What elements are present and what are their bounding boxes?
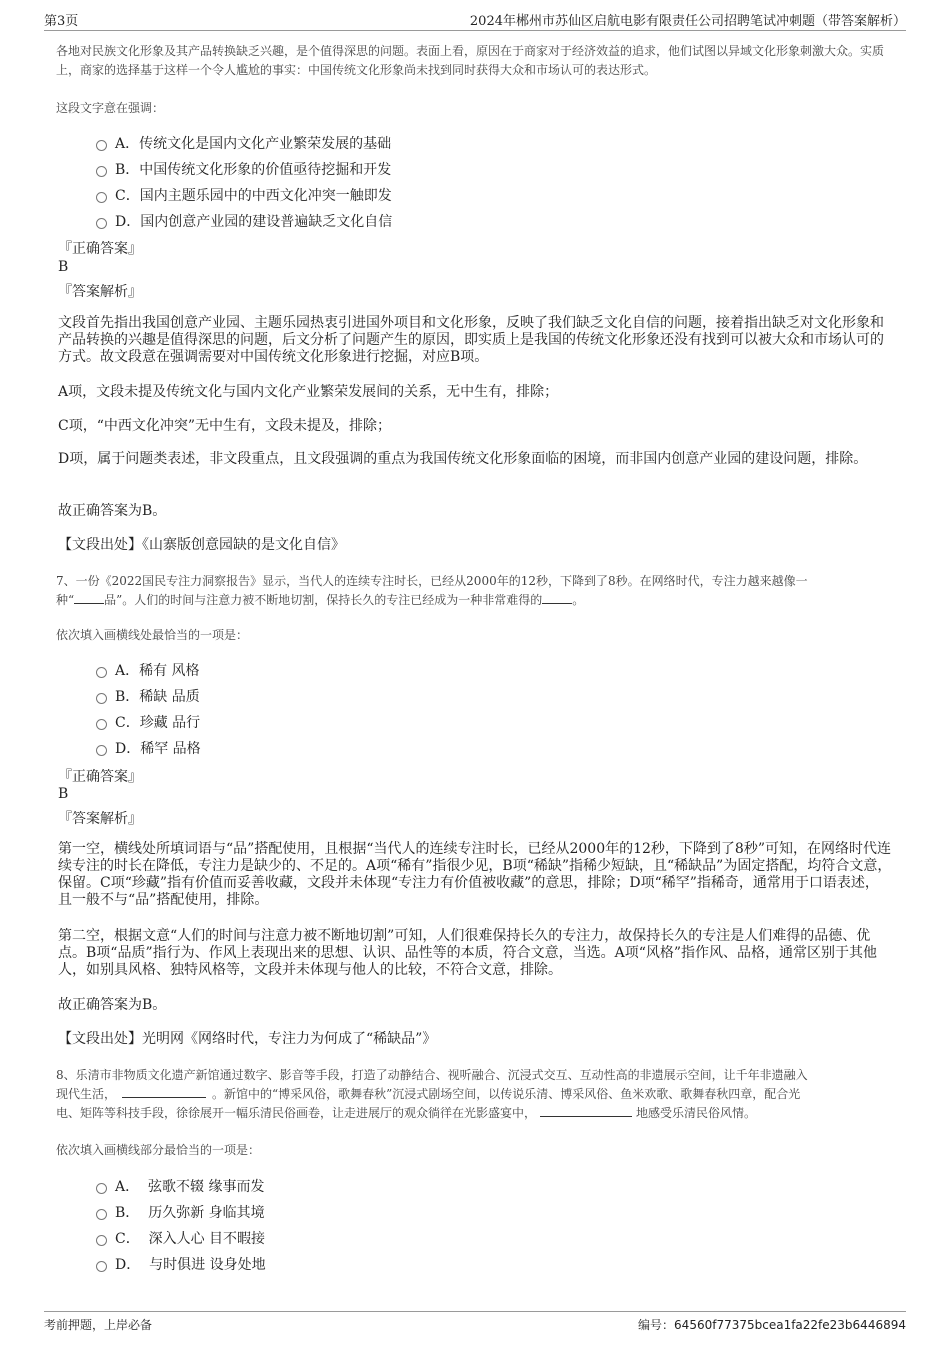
q8-prompt: 依次填入画横线部分最恰当的一项是： — [56, 1143, 261, 1157]
q7-analysis-para: 故正确答案为B。 — [58, 997, 167, 1013]
radio-icon — [96, 1183, 107, 1194]
q6-answer: B — [58, 259, 69, 275]
q8-option-a[interactable]: A． 弦歌不辍 缘事而发 — [96, 1176, 264, 1196]
q7-option-c[interactable]: C．珍藏 品行 — [96, 712, 200, 732]
q6-option-b[interactable]: B．中国传统文化形象的价值亟待挖掘和开发 — [96, 159, 391, 179]
q7-prompt: 依次填入画横线处最恰当的一项是： — [56, 628, 249, 642]
page-number: 第3页 — [44, 14, 79, 29]
q6-analysis-para: 故正确答案为B。 — [58, 503, 167, 519]
radio-icon — [96, 693, 107, 704]
blank-line — [540, 1104, 632, 1117]
q6-analysis-para: D项，属于问题类表述，非文段重点，且文段强调的重点为我国传统文化形象面临的困境，而非国内创意产业园的建设问题，排除。 — [58, 451, 868, 467]
q7-option-d[interactable]: D．稀罕 品格 — [96, 738, 201, 758]
q6-analysis-para: 文段首先指出我国创意产业园、主题乐园热衷引进国外项目和文化形象，反映了我们缺乏文化自信的问题，接着指出缺乏对文化形象和产品转换的兴趣是值得深思的问题，后文分析了问题产生的原因，即实质上是我国的传统文化形象还没有找到可以被大众和市场认可的方式。故文段意在强调需要对中国传统文化形象进行挖掘，对应B项。 — [58, 315, 884, 365]
radio-icon — [96, 1261, 107, 1272]
blank-line — [122, 1085, 206, 1098]
q6-analysis-label: 『答案解析』 — [58, 284, 142, 300]
q7-option-a[interactable]: A．稀有 风格 — [96, 660, 200, 680]
radio-icon — [96, 218, 107, 229]
blank-line — [542, 591, 572, 604]
page-header — [44, 8, 906, 31]
q8-option-d[interactable]: D． 与时俱进 设身处地 — [96, 1254, 266, 1274]
q7-answer-label: 『正确答案』 — [58, 769, 142, 785]
radio-icon — [96, 192, 107, 203]
footer-slogan: 考前押题，上岸必备 — [44, 1318, 153, 1332]
q6-answer-label: 『正确答案』 — [58, 241, 142, 257]
page-footer — [44, 1311, 906, 1336]
q8-option-c[interactable]: C． 深入人心 目不暇接 — [96, 1228, 265, 1248]
radio-icon — [96, 667, 107, 678]
q6-analysis-para: C项，“中西文化冲突”无中生有，文段未提及，排除； — [58, 418, 392, 434]
radio-icon — [96, 166, 107, 177]
q7-option-b[interactable]: B．稀缺 品质 — [96, 686, 200, 706]
document-code: 编号：64560f77375bcea1fa22fe23b6446894 — [638, 1318, 906, 1332]
q6-option-c[interactable]: C．国内主题乐园中的中西文化冲突一触即发 — [96, 185, 392, 205]
q7-analysis-label: 『答案解析』 — [58, 811, 142, 827]
q7-source: 【文段出处】光明网《网络时代，专注力为何成了“稀缺品”》 — [58, 1031, 437, 1047]
blank-line — [74, 591, 104, 604]
q7-analysis-para: 第一空，横线处所填词语与“品”搭配使用，且根据“当代人的连续专注时长，已经从2000年的12秒，下降到了8秒”可知，在网络时代连续专注的时长在降低，专注力是缺少的、不足的。A项“稀有”指很少见，B项“稀缺”指稀少短缺，且“稀缺品”为固定搭配，均符合文意，保留。C项“珍藏”指有价值而妥善收藏，文段并未体现“专注力有价值被收藏”的意思，排除；D项“稀罕”指稀奇，通常用于口语表述，且一般不与“品”搭配使用，排除。 — [58, 841, 892, 908]
q8-stem: 8、乐清市非物质文化遗产新馆通过数字、影音等手段，打造了动静结合、视听融合、沉浸式交互、互动性高的非遗展示空间，让千年非遗融入 现代生活， 。新馆中的“博采风俗，歌舞春秋”沉浸式剧场空间，以传说乐清、博采风俗、鱼米欢歌、歌舞春秋四章，配合光 电、矩阵等科技手段，徐徐展开一幅乐清民俗画卷，让走进展厅的观众徜徉在光影盛宴中， 地感受乐清民俗风情。 — [56, 1068, 808, 1120]
q6-prompt: 这段文字意在强调： — [56, 101, 165, 115]
q8-option-b[interactable]: B． 历久弥新 身临其境 — [96, 1202, 265, 1222]
radio-icon — [96, 140, 107, 151]
radio-icon — [96, 745, 107, 756]
q6-passage: 各地对民族文化形象及其产品转换缺乏兴趣，是个值得深思的问题。表面上看，原因在于商家对于经济效益的追求，他们试图以异域文化形象刺激大众。实质上，商家的选择基于这样一个令人尴尬的事实：中国传统文化形象尚未找到同时获得大众和市场认可的表达形式。 — [56, 44, 885, 77]
q6-source: 【文段出处】《山寨版创意园缺的是文化自信》 — [58, 537, 345, 553]
radio-icon — [96, 1235, 107, 1246]
q6-analysis-para: A项，文段未提及传统文化与国内文化产业繁荣发展间的关系，无中生有，排除； — [58, 384, 559, 400]
document-title: 2024年郴州市苏仙区启航电影有限责任公司招聘笔试冲刺题（带答案解析） — [469, 14, 906, 29]
q7-answer: B — [58, 786, 69, 802]
q6-option-a[interactable]: A．传统文化是国内文化产业繁荣发展的基础 — [96, 133, 391, 153]
q7-stem: 7、一份《2022国民专注力洞察报告》显示，当代人的连续专注时长，已经从2000年的12秒，下降到了8秒。在网络时代，专注力越来越像一 种“ 品”。人们的时间与注意力被不断地切割，保持长久的专注已经成为一种非常难得的 。 — [56, 574, 808, 607]
q6-option-d[interactable]: D．国内创意产业园的建设普遍缺乏文化自信 — [96, 211, 392, 231]
radio-icon — [96, 1209, 107, 1220]
q7-analysis-para: 第二空，根据文意“人们的时间与注意力被不断地切割”可知，人们很难保持长久的专注力，故保持长久的专注是人们难得的品德、优点。B项“品质”指行为、作风上表现出来的思想、认识、品性等的本质，符合文意，当选。A项“风格”指作风、品格，通常区别于其他人，如别具风格、独特风格等，文段并未体现与他人的比较，不符合文意，排除。 — [58, 928, 878, 978]
radio-icon — [96, 719, 107, 730]
